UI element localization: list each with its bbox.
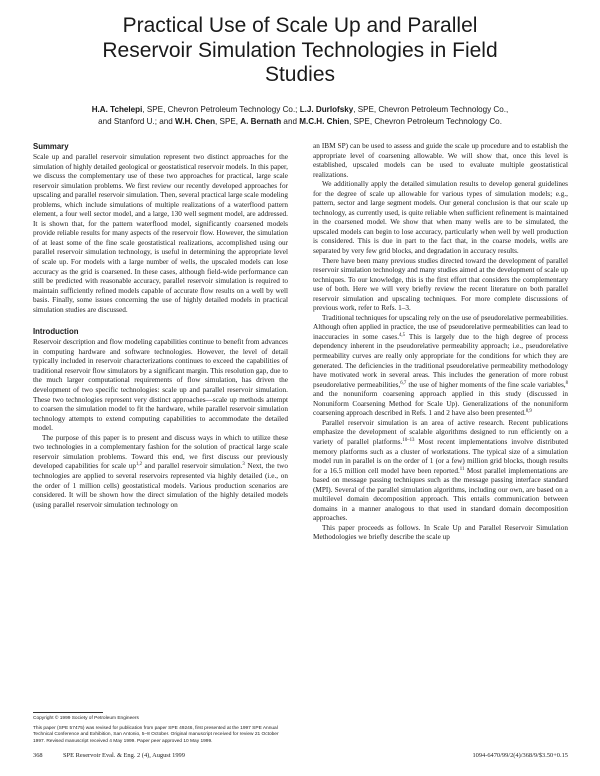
author-name: H.A. Tchelepi (91, 105, 143, 114)
page-number: 368 (33, 752, 43, 759)
copyright-notice: Copyright © 1999 Society of Petroleum Engineers (33, 716, 139, 721)
page-footer (33, 751, 568, 761)
paper-title (40, 14, 560, 88)
body-paragraph-2: We additionally apply the detailed simulation results to develop general guidelines for the degree of scale up allowable for various types of simulation models; e.g., pattern, sector and large segment models. Our general conclusion is that our scale up technology, as currently used, is quite reliable when sufficient refinement is maintained in the coarsened model. We show that when many wells are to be simulated, the upscaled models can begin to lose accuracy, particularly when well by well production is considered. This is due in part to the fact that, in the coarse models, wells are separated by very few grid blocks, and degradation in accuracy results. (313, 180, 568, 256)
footnote-divider (33, 712, 103, 713)
title-line-2: Reservoir Simulation Technologies in Field (102, 38, 498, 62)
title-line-1: Practical Use of Scale Up and Parallel (122, 14, 478, 37)
body-paragraph-1: an IBM SP) can be used to assess and guide the scale up procedure and to establish the appropriate level of coarsening allowable. We will show that, once this level is established, upscaled models can be used to evaluate multiple geostatistical realizations. (313, 142, 568, 179)
author-affiliation: , SPE, (215, 117, 241, 126)
left-column (33, 142, 288, 510)
title-line-3: Studies (264, 63, 336, 86)
citation: 6,7 (400, 380, 407, 386)
author-name: W.H. Chen (175, 117, 216, 126)
issn-code: 1094-6470/99/2(4)/368/9/$3.50+0.15 (472, 752, 568, 759)
author-name: M.C.H. Chien (299, 117, 350, 126)
summary-heading: Summary (33, 142, 69, 151)
publication-note: This paper (SPE 57475) was revised for publication from paper SPE 49246, first presented at the 1997 SPE Annual Technical Conference and Exhibition, San Antonio, 5–8 October. Original manuscript received for review 21 October 1997. Revised manuscript received 4 May 1999. Paper peer approved 10 May 1999. (33, 725, 279, 744)
body-paragraph-6: This paper proceeds as follows. In Scale Up and Parallel Reservoir Simulation Methodologies we briefly describe the scale up (313, 523, 568, 542)
author-affiliation: , SPE, Chevron Petroleum Technology Co. (349, 117, 502, 126)
right-column (313, 142, 568, 543)
author-list (40, 104, 560, 128)
body-paragraph-3: There have been many previous studies directed toward the development of parallel reservoir simulation technology and many studies aimed at the development of scale up techniques. To our knowledge, this is the first effort that considers the complementary use of both. Here we will very briefly review the recent literature on both parallel reservoir simulation and upscaling techniques. For more complete discussions of previous work, refer to Refs. 1–3. (313, 256, 568, 313)
body-paragraph-4: Traditional techniques for upscaling rely on the use of pseudorelative permeabilities. Although often applied in practice, the use of pseudorelative permeabilities can lead to inaccuracies in some cases.$^{4,5}$ This is largely due to the high degree of process dependency inherent in the pseudorelative permeability approach; i.e., pseudorelative permeability curves are really only appropriate for the conditions for which they are generated. The deficiencies in the traditional pseudorelative permeability methodology have motivated work in several areas. This includes the generation of more robust pseudorelative permeabilities,$^{6,7}$ the use of higher moments of the fine scale variables,$^8$ and the nonuniform coarsening approach applied in this study (discussed in Nonuniform Coarsening Method for Scale Up). Generalizations of the nonuniform coarsening approach described in Refs. 1 and 2 have also been presented.$^{8,9}$ (313, 313, 569, 418)
body-paragraph-5: Parallel reservoir simulation is an area of active research. Recent publications emphasize the development of scalable algorithms designed to run efficiently on a variety of parallel platforms.$^{10-13}$ Most recent implementations involve distributed memory platforms such as a cluster of workstations. The typical size of a simulation model run in parallel is on the order of 1 (or a few) million grid blocks, though results for a 16.5 million cell model have been reported.$^{11}$ Most parallel implementations are based on message passing techniques such as the message passing interface standard (MPI). Several of the parallel simulation algorithms, including our own, are based on a multilevel domain decomposition approach. This entails communication between domains in a manner analogous to that used in standard domain decomposition approaches. (313, 418, 568, 523)
citation: 11 (459, 466, 465, 472)
citation: 4,5 (399, 332, 406, 338)
introduction-heading: Introduction (33, 327, 79, 337)
author-name: L.J. Durlofsky (299, 105, 354, 114)
introduction-paragraph-2: The purpose of this paper is to present and discuss ways in which to utilize these two technologies in a complementary fashion for the solution of practical large scale reservoir simulation problems. Toward this end, we first discuss our previously developed capabilities for scale up$^{1,2}$ and parallel reservoir simulation.$^3$ Next, the two technologies are applied to several reservoirs represented via highly detailed (i.e., on the order of 1 million cells) geostatistical models. Various production scenarios are considered. It will be shown how the direct simulation of the highly detailed models (using parallel reservoir simulation technology on (33, 433, 288, 509)
author-affiliation: , SPE, Chevron Petroleum Technology Co.; (142, 105, 300, 114)
citation: 10–13 (402, 437, 415, 443)
author-affiliation: , SPE, Chevron Petroleum Technology Co., (353, 105, 509, 114)
author-affiliation: and Stanford U.; and (98, 117, 176, 126)
citation: 3 (242, 462, 245, 468)
footnote (33, 716, 289, 748)
journal-citation: SPE Reservoir Eval. & Eng. 2 (4), August 1999 (63, 752, 185, 759)
author-name: A. Bernath (240, 117, 282, 126)
introduction-paragraph-1: Reservoir description and flow modeling capabilities continue to benefit from advances in computing hardware and software technologies. However, the level of detail typically included in reservoir characterizations continues to exceed the capabilities of traditional reservoir flow simulators by a significant margin. This resolution gap, due to the much larger computational requirements of flow simulation, has driven the development of two specific technologies: scale up and parallel reservoir simulation. These two technologies represent very distinct approaches—scale up methods attempt to coarsen the simulation model to fit the hardware, while parallel reservoir simulation technology attempts to extend computing capabilities to accommodate the detailed model. (33, 338, 288, 433)
citation: 1,2 (136, 462, 143, 468)
citation: 8 (565, 380, 568, 386)
citation: 8,9 (525, 409, 532, 415)
summary-paragraph: Scale up and parallel reservoir simulation represent two distinct approaches for the simulation of highly detailed geological or geostatistical reservoir models. In this paper, we discuss the complementary use of these two approaches for practical, large scale reservoir simulation problems. We first review our recently developed approaches for upscaling and parallel reservoir simulation. Then, several practical large scale modeling problems, which include simulations of multiple realizations of a waterflood pattern element, a four well sector model, and a large, 130 well segment model, are addressed. It is shown that, for the pattern waterflood model, significantly coarsened models provide reliable results for many aspects of the reservoir flow. However, the simulation of at least some of the fine scale geostatistical realizations, accomplished using our parallel reservoir simulation technology, is useful in determining the appropriate level of scale up. For models with a large number of wells, the upscaled models can lose accuracy as the grid is coarsened. In these cases, although field-wide performance can still be predicted with reasonable accuracy, parallel reservoir simulation is required to maintain sufficiently refined models capable of accurate flow results on a well by well basis. Finally, some issues concerning the use of highly detailed models in practical simulation studies are discussed. (33, 153, 288, 314)
author-affiliation: and (281, 117, 300, 126)
